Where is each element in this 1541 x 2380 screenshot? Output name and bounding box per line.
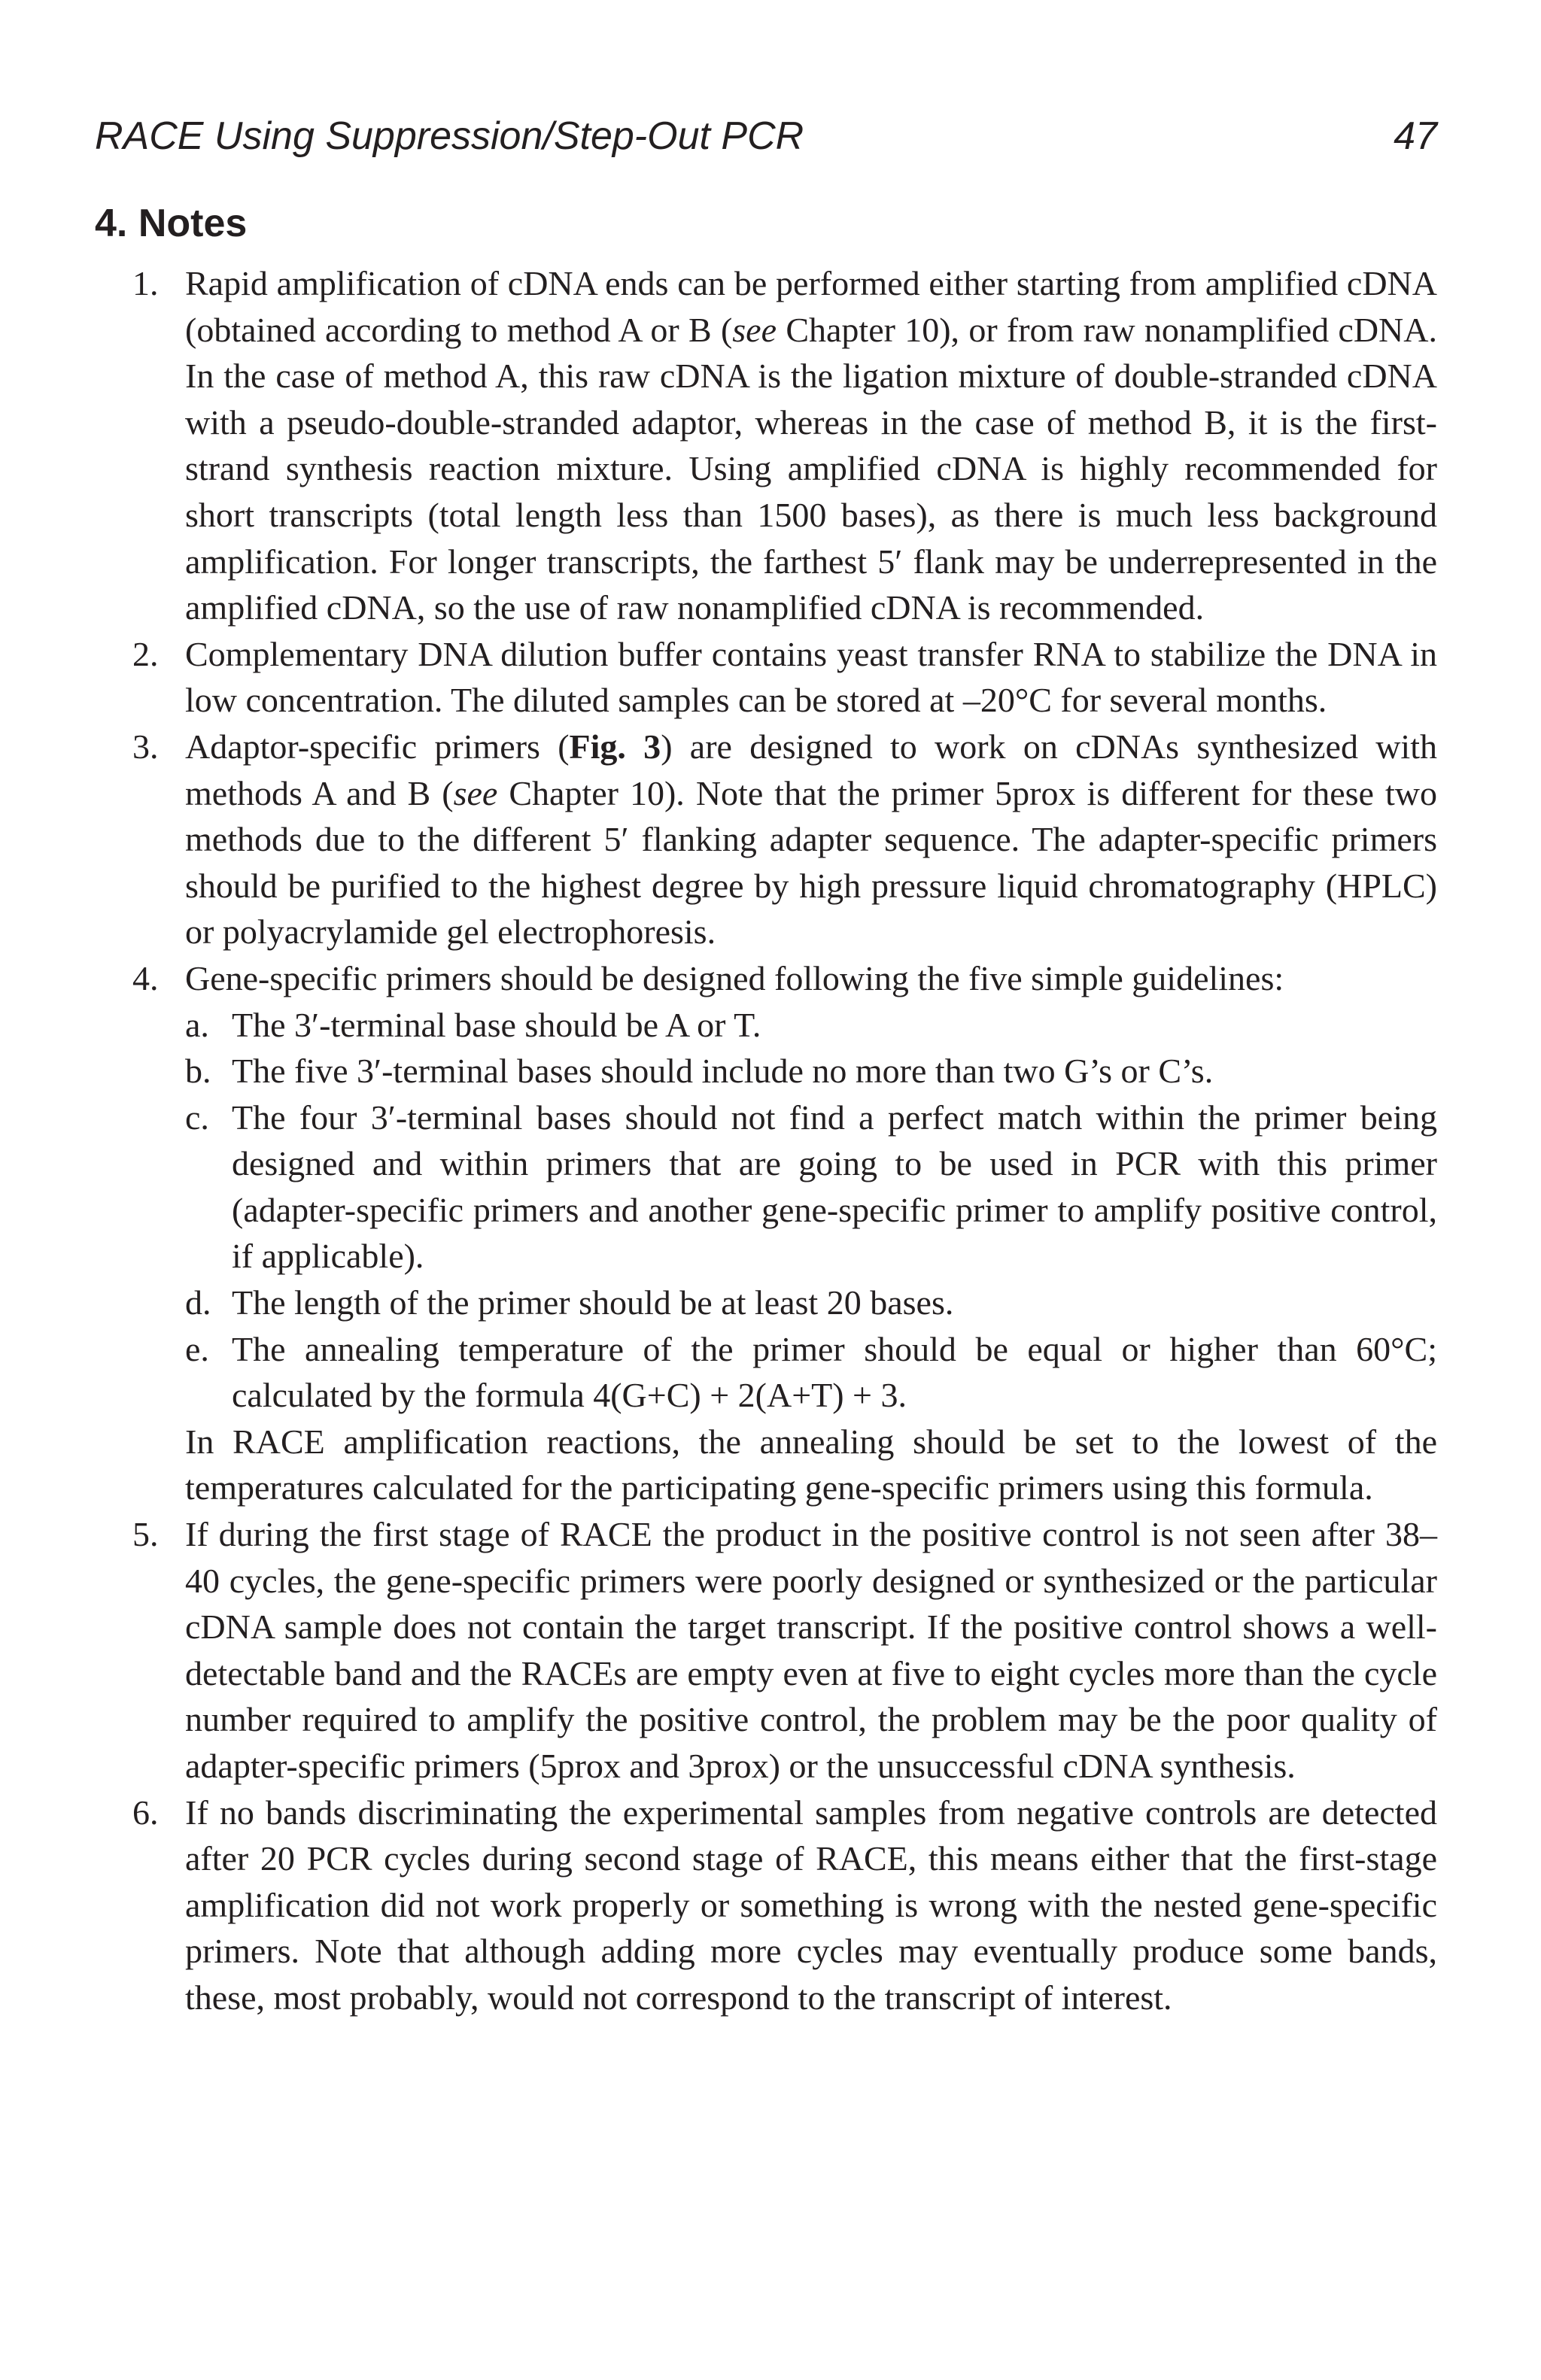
note-6 — [95, 1790, 1437, 2021]
guideline-text: The length of the primer should be at least 20 bases. — [232, 1283, 954, 1322]
guideline-text: The annealing temperature of the primer should be equal or higher than 60°C; calculated by the formula 4(G+C) + 2(A+T) + 3. — [232, 1329, 1437, 1415]
note-text: Adaptor-specific primers (Fig. 3) are designed to work on cDNAs synthesized with methods A and B (see Chapter 10). Note that the primer 5prox is different for these two methods due to the different 5′ flanking adapter sequence. The adapter-specific primers should be purified to the highest degree by high pressure liquid chromatography (HPLC) or polyacrylamide gel electrophoresis. — [185, 727, 1437, 952]
guideline-letter: d. — [185, 1283, 211, 1322]
note-2 — [95, 631, 1437, 724]
note-3 — [95, 724, 1437, 955]
guideline-letter: b. — [185, 1052, 211, 1091]
page-number: 47 — [1394, 114, 1437, 158]
note-number: 3. — [132, 727, 159, 766]
note-number: 2. — [132, 634, 159, 673]
section-heading: 4. Notes — [95, 202, 248, 245]
guideline-e — [185, 1326, 1437, 1419]
notes-list — [95, 260, 1437, 2021]
note-number: 6. — [132, 1793, 159, 1832]
note-4 — [95, 955, 1437, 1511]
note-1 — [95, 260, 1437, 631]
note-tail: In RACE amplification reactions, the annealing should be set to the lowest of the temperatures calculated for the participating gene-specific primers using this formula. — [185, 1422, 1437, 1507]
note-number: 5. — [132, 1515, 159, 1554]
guideline-text: The five 3′-terminal bases should include no more than two G’s or C’s. — [232, 1052, 1214, 1091]
guideline-b — [185, 1048, 1437, 1094]
note-number: 4. — [132, 958, 159, 997]
note-text: Rapid amplification of cDNA ends can be performed either starting from amplified cDNA (obtained according to method A or B (see Chapter 10), or from raw nonamplified cDNA. In the case of method A, this raw cDNA is the ligation mixture of double-stranded cDNA with a pseudo-double-stranded adaptor, whereas in the case of method B, it is the first-strand synthesis reaction mixture. Using amplified cDNA is highly recommended for short transcripts (total length less than 1500 bases), as there is much less background amplification. For longer transcripts, the farthest 5′ flank may be underrepresented in the amplified cDNA, so the use of raw nonamplified cDNA is recommended. — [185, 264, 1437, 627]
guideline-text: The 3′-terminal base should be A or T. — [232, 1005, 761, 1044]
running-head-title: RACE Using Suppression/Step-Out PCR — [95, 114, 804, 158]
note-text: Complementary DNA dilution buffer contains yeast transfer RNA to stabilize the DNA in low concentration. The diluted samples can be stored at –20°C for several months. — [185, 634, 1437, 720]
guideline-c — [185, 1094, 1437, 1280]
guideline-a — [185, 1002, 1437, 1049]
see-ref: see — [453, 773, 498, 812]
note-text: If during the first stage of RACE the product in the positive control is not seen after 38–40 cycles, the gene-specific primers were poorly designed or synthesized or the particular cDNA sample does not contain the target transcript. If the positive control shows a well-detectable band and the RACEs are empty even at five to eight cycles more than the cycle number required to amplify the positive control, the problem may be the poor quality of adapter-specific primers (5prox and 3prox) or the unsuccessful cDNA synthesis. — [185, 1515, 1437, 1785]
note-text: If no bands discriminating the experimental samples from negative controls are detected after 20 PCR cycles during second stage of RACE, this means either that the first-stage amplification did not work properly or something is wrong with the nested gene-specific primers. Note that although adding more cycles may eventually produce some bands, these, most probably, would not correspond to the transcript of interest. — [185, 1793, 1437, 2017]
see-ref: see — [732, 310, 777, 349]
note-intro: Gene-specific primers should be designed following the five simple guidelines: — [185, 958, 1284, 997]
guideline-letter: e. — [185, 1329, 209, 1368]
guideline-letter: c. — [185, 1097, 209, 1137]
running-head — [95, 110, 1437, 162]
guideline-text: The four 3′-terminal bases should not find a perfect match within the primer being designed and within primers that are going to be used in PCR with this primer (adapter-specific primers and another gene-specific primer to amplify positive control, if applicable). — [232, 1097, 1437, 1276]
guideline-d — [185, 1280, 1437, 1326]
note-5 — [95, 1511, 1437, 1790]
guideline-letter: a. — [185, 1005, 209, 1044]
note-number: 1. — [132, 264, 159, 302]
figure-ref: Fig. 3 — [569, 727, 661, 766]
